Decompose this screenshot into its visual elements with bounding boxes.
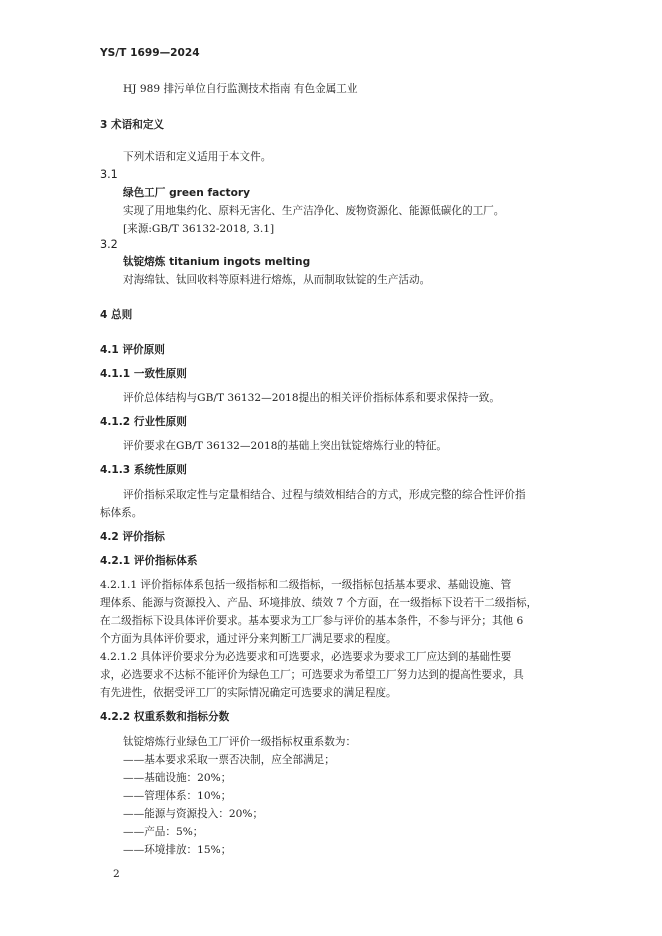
weight-list-item: ——基础设施：20%； bbox=[123, 772, 232, 784]
weight-list-item: ——能源与资源投入：20%； bbox=[123, 808, 264, 820]
term-3-1-title: 绿色工厂 green factory bbox=[123, 187, 250, 199]
weight-list-item: ——环境排放：15%； bbox=[123, 844, 232, 856]
para-4-2-1-2-line-2: 求，必选要求不达标不能评价为绿色工厂；可选要求为希望工厂努力达到的提高性要求，具 bbox=[100, 669, 524, 681]
section-4-2-2-heading: 4.2.2 权重系数和指标分数 bbox=[100, 711, 230, 723]
para-4-2-1-1-line-4: 个方面为具体评价要求，通过评分来判断工厂满足要求的程度。 bbox=[100, 633, 397, 645]
section-3-heading: 3 术语和定义 bbox=[100, 119, 165, 131]
weight-list-item: ——产品：5%； bbox=[123, 826, 204, 838]
page-number: 2 bbox=[113, 868, 120, 880]
section-4-1-1-heading: 4.1.1 一致性原则 bbox=[100, 368, 187, 380]
section-4-1-heading: 4.1 评价原则 bbox=[100, 344, 165, 356]
section-3-intro: 下列术语和定义适用于本文件。 bbox=[123, 151, 272, 163]
normative-reference: HJ 989 排污单位自行监测技术指南 有色金属工业 bbox=[123, 83, 358, 95]
para-4-2-1-1-line-1: 4.2.1.1 评价指标体系包括一级指标和二级指标，一级指标包括基本要求、基础设施、管 bbox=[100, 579, 512, 591]
para-4-2-1-1-line-3: 在二级指标下设具体评价要求。基本要求为工厂参与评价的基本条件，不参与评分；其他 6 bbox=[100, 615, 524, 627]
section-4-1-1-body: 评价总体结构与GB/T 36132—2018提出的相关评价指标体系和要求保持一致。 bbox=[123, 392, 500, 404]
term-3-1-source: [来源:GB/T 36132-2018, 3.1] bbox=[123, 223, 275, 235]
weight-list-item: ——管理体系：10%； bbox=[123, 790, 232, 802]
term-3-1-number: 3.1 bbox=[100, 168, 118, 181]
term-3-2-number: 3.2 bbox=[100, 238, 118, 251]
standard-code: YS/T 1699—2024 bbox=[100, 47, 200, 59]
section-4-1-2-heading: 4.1.2 行业性原则 bbox=[100, 416, 187, 428]
weight-list-item: ——基本要求采取一票否决制，应全部满足； bbox=[123, 754, 335, 766]
section-4-1-3-body-line-1: 评价指标采取定性与定量相结合、过程与绩效相结合的方式，形成完整的综合性评价指 bbox=[123, 489, 526, 501]
section-4-2-2-intro: 钛锭熔炼行业绿色工厂评价一级指标权重系数为： bbox=[123, 736, 357, 748]
term-3-2-title: 钛锭熔炼 titanium ingots melting bbox=[123, 256, 311, 268]
section-4-2-1-heading: 4.2.1 评价指标体系 bbox=[100, 555, 198, 567]
para-4-2-1-1-line-2: 理体系、能源与资源投入、产品、环境排放、绩效 7 个方面，在一级指标下设若干二级指标， bbox=[100, 597, 538, 609]
section-4-1-3-heading: 4.1.3 系统性原则 bbox=[100, 464, 187, 476]
term-3-2-definition: 对海绵钛、钛回收料等原料进行熔炼，从而制取钛锭的生产活动。 bbox=[123, 274, 431, 286]
section-4-2-heading: 4.2 评价指标 bbox=[100, 531, 165, 543]
term-3-1-definition: 实现了用地集约化、原料无害化、生产洁净化、废物资源化、能源低碳化的工厂。 bbox=[123, 205, 505, 217]
section-4-1-3-body-line-2: 标体系。 bbox=[100, 507, 143, 519]
section-4-1-2-body: 评价要求在GB/T 36132—2018的基础上突出钛锭熔炼行业的特征。 bbox=[123, 440, 447, 452]
para-4-2-1-2-line-3: 有先进性，依据受评工厂的实际情况确定可选要求的满足程度。 bbox=[100, 687, 397, 699]
section-4-heading: 4 总则 bbox=[100, 309, 133, 321]
para-4-2-1-2-line-1: 4.2.1.2 具体评价要求分为必选要求和可选要求，必选要求为要求工厂应达到的基础性要 bbox=[100, 651, 512, 663]
